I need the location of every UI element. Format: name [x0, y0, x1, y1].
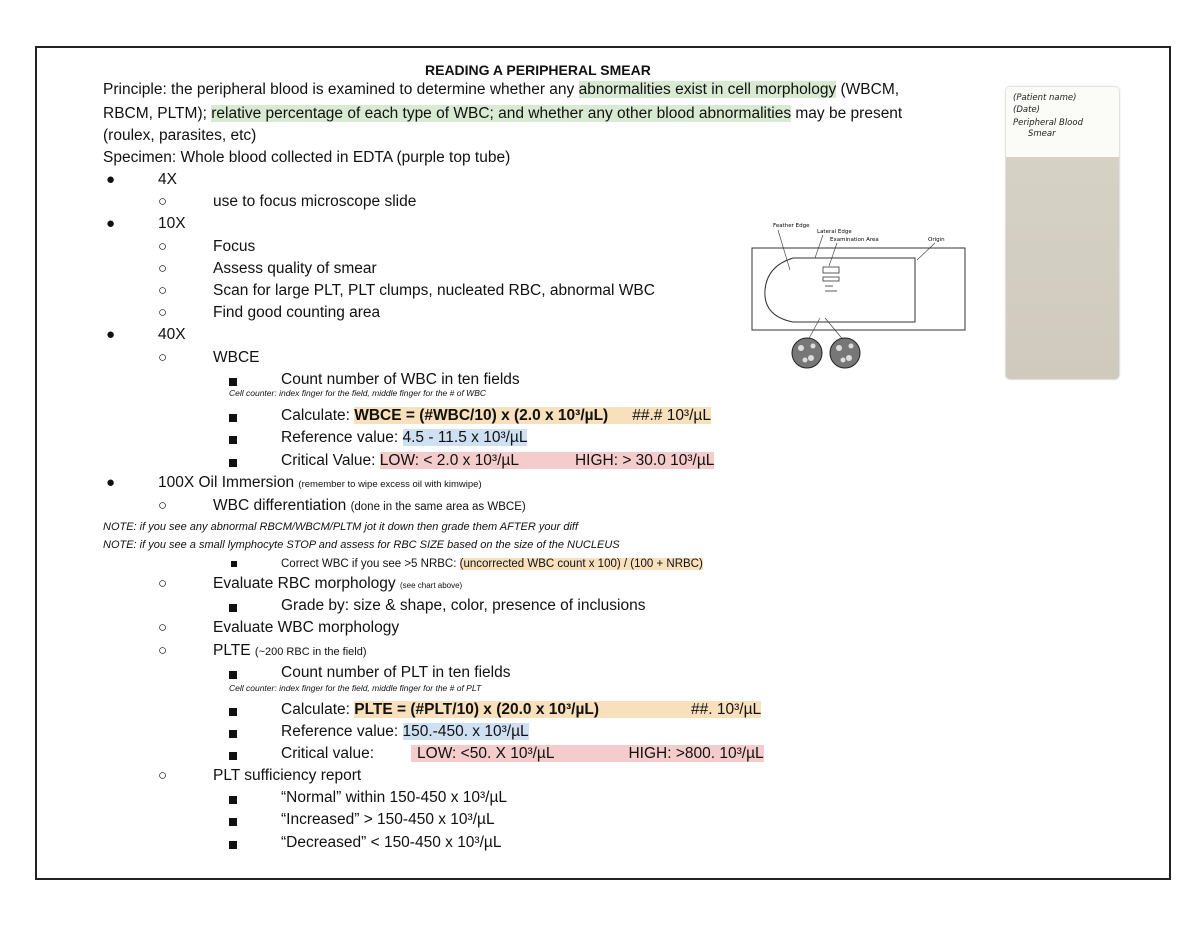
bullet-square — [229, 730, 237, 738]
bullet-circle: ○ — [158, 575, 168, 592]
slide-label-line: Peripheral Blood — [1013, 118, 1083, 128]
plte-critical: Critical value: LOW: <50. X 10³/µL HIGH: >800. 10³/µL — [281, 745, 764, 762]
list-item: Scan for large PLT, PLT clumps, nucleated RBC, abnormal WBC — [213, 282, 655, 299]
diagram-label-lateral-edge: Lateral Edge — [817, 229, 852, 235]
diagram-label-origin: Origin — [928, 237, 945, 243]
note-2: NOTE: if you see a small lymphocyte STOP and assess for RBC SIZE based on the size of the NUCLEUS — [103, 539, 620, 551]
plt-counter-note: Cell counter: index finger for the field, middle finger for the # of PLT — [229, 683, 482, 693]
diagram-label-feather-edge: Feather Edge — [773, 223, 810, 229]
smear-outline — [765, 258, 915, 322]
wbce-heading: WBCE — [213, 349, 260, 366]
microscope-field-icon — [792, 338, 822, 368]
plte-calculate: Calculate: PLTE = (#PLT/10) x (20.0 x 10³/µL) ##. 10³/µL — [281, 701, 762, 718]
section-10x: 10X — [158, 215, 186, 232]
bullet-circle: ○ — [158, 193, 168, 210]
rbc-morphology: Evaluate RBC morphology (see chart above) — [213, 575, 463, 592]
bullet-square — [231, 561, 237, 567]
wbc-diff: WBC differentiation (done in the same area as WBCE) — [213, 497, 526, 514]
plt-sufficiency: PLT sufficiency report — [213, 767, 362, 784]
grade-by: Grade by: size & shape, color, presence of inclusions — [281, 597, 646, 614]
bullet-square — [229, 414, 237, 422]
wbce-critical: Critical Value: LOW: < 2.0 x 10³/µL HIGH: > 30.0 10³/µL — [281, 452, 715, 469]
wbce-calculate: Calculate: WBCE = (#WBC/10) x (2.0 x 10³/µL) ##.# 10³/µL — [281, 407, 711, 424]
bullet-dot: ● — [106, 215, 116, 232]
bullet-square — [229, 708, 237, 716]
list-item: “Normal” within 150-450 x 10³/µL — [281, 789, 508, 806]
bullet-square — [229, 378, 237, 386]
bullet-circle: ○ — [158, 349, 168, 366]
section-100x: 100X Oil Immersion (remember to wipe excess oil with kimwipe) — [158, 474, 482, 491]
slide-label-line: (Patient name) — [1013, 93, 1077, 103]
note-1: NOTE: if you see any abnormal RBCM/WBCM/PLTM jot it down then grade them AFTER your diff — [103, 521, 578, 533]
bullet-square — [229, 841, 237, 849]
bullet-square — [229, 604, 237, 612]
microscope-slide-image — [1006, 87, 1119, 379]
bullet-square — [229, 459, 237, 467]
section-4x: 4X — [158, 171, 177, 188]
bullet-dot: ● — [106, 171, 116, 188]
bullet-circle: ○ — [158, 497, 168, 514]
bullet-square — [229, 818, 237, 826]
page-title: READING A PERIPHERAL SMEAR — [425, 62, 651, 78]
bullet-square — [229, 671, 237, 679]
bullet-circle: ○ — [158, 304, 168, 321]
specimen-line: Specimen: Whole blood collected in EDTA (purple top tube) — [103, 149, 511, 166]
list-item: “Increased” > 150-450 x 10³/µL — [281, 811, 495, 828]
plt-count-text: Count number of PLT in ten fields — [281, 664, 511, 681]
section-40x: 40X — [158, 326, 186, 343]
slide-label-line: (Date) — [1013, 105, 1040, 115]
microscope-field-icon — [830, 338, 860, 368]
bullet-dot: ● — [106, 326, 116, 343]
list-item: Assess quality of smear — [213, 260, 377, 277]
list-item: Focus — [213, 238, 256, 255]
bullet-square — [229, 752, 237, 760]
bullet-circle: ○ — [158, 642, 168, 659]
bullet-circle: ○ — [158, 767, 168, 784]
smear-diagram — [745, 220, 975, 370]
slide-outline — [752, 248, 965, 330]
wbce-reference: Reference value: 4.5 - 11.5 x 10³/µL — [281, 429, 528, 446]
diagram-label-exam-area: Examination Area — [830, 237, 879, 243]
bullet-circle: ○ — [158, 282, 168, 299]
wbc-count-text: Count number of WBC in ten fields — [281, 371, 520, 388]
bullet-dot: ● — [106, 474, 116, 491]
list-item: Find good counting area — [213, 304, 381, 321]
list-item: “Decreased” < 150-450 x 10³/µL — [281, 834, 502, 851]
plte-heading: PLTE (~200 RBC in the field) — [213, 642, 367, 659]
bullet-circle: ○ — [158, 260, 168, 277]
principle-line-3: (roulex, parasites, etc) — [103, 127, 257, 144]
list-item: use to focus microscope slide — [213, 193, 417, 210]
bullet-circle: ○ — [158, 619, 168, 636]
bullet-circle: ○ — [158, 238, 168, 255]
bullet-square — [229, 436, 237, 444]
slide-label-line: Smear — [1028, 129, 1056, 139]
wbc-morphology: Evaluate WBC morphology — [213, 619, 400, 636]
correct-wbc: Correct WBC if you see >5 NRBC: (uncorrected WBC count x 100) / (100 + NRBC) — [281, 558, 703, 570]
principle-line-2: RBCM, PLTM); relative percentage of each type of WBC; and whether any other blood abnormalities may be present — [103, 105, 903, 122]
bullet-square — [229, 796, 237, 804]
plte-reference: Reference value: 150.-450. x 10³/µL — [281, 723, 529, 740]
principle-line-1: Principle: the peripheral blood is examined to determine whether any abnormalities exist in cell morphology (WBCM, — [103, 81, 900, 98]
exam-area-box — [823, 267, 839, 273]
slide-label — [1006, 87, 1119, 157]
exam-area-box — [823, 277, 839, 281]
wbc-counter-note: Cell counter: index finger for the field, middle finger for the # of WBC — [229, 388, 487, 398]
